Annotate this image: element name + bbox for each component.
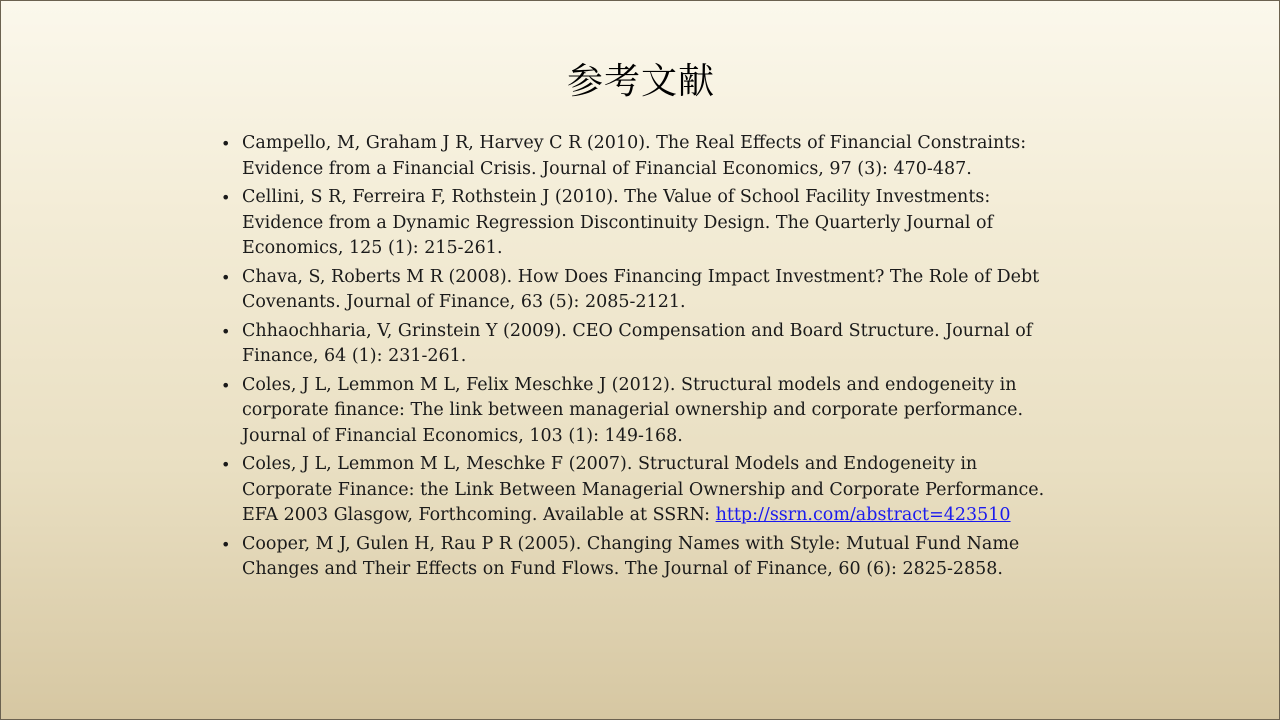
reference-item [221,185,1051,262]
bullet-icon: • [221,534,231,554]
reference-item [221,532,1051,583]
reference-item [221,373,1051,450]
bullet-icon: • [221,188,231,207]
bullet-icon: • [221,134,231,153]
reference-text: Campello, M, Graham J R, Harvey C R (2010). The Real Effects of Financial Constraints: Evidence from a Financial Crisis. Journal of Financial Economics, 97 (3): 470-487. [242,133,1027,179]
reference-text: Coles, J L, Lemmon M L, Felix Meschke J (2012). Structural models and endogeneity in corporate finance: The link between managerial ownership and corporate performance. Journal of Financial Economics, 103 (1): 149-168. [242,374,1024,446]
bullet-icon: • [221,321,231,341]
reference-item [221,131,1051,182]
reference-list [221,131,1051,586]
bullet-icon: • [221,455,231,474]
page-title: 参考文献 [566,61,715,102]
reference-item [221,452,1051,529]
reference-text: Coles, J L, Lemmon M L, Meschke F (2007). Structural Models and Endogeneity in Corporate Finance: the Link Between Managerial Ownership and Corporate Performance. EFA 2003 Glasgow, Forthcoming. Available at SSRN: [242,454,1045,525]
reference-item [221,319,1051,370]
reference-text: Cooper, M J, Gulen H, Rau P R (2005). Changing Names with Style: Mutual Fund Name Changes and Their Effects on Fund Flows. The Journal of Finance, 60 (6): 2825-2858. [242,533,1020,579]
bullet-icon: • [221,375,231,395]
reference-text: Cellini, S R, Ferreira F, Rothstein J (2010). The Value of School Facility Investments: Evidence from a Dynamic Regression Discontinuity Design. The Quarterly Journal of Economics, 125 (1): 215-261. [242,187,994,258]
bullet-icon: • [221,267,231,287]
reference-text: Chava, S, Roberts M R (2008). How Does Financing Impact Investment? The Role of Debt Covenants. Journal of Finance, 63 (5): 2085-2121. [242,266,1040,312]
ssrn-link[interactable]: http://ssrn.com/abstract=423510 [715,505,1011,525]
reference-text: Chhaochharia, V, Grinstein Y (2009). CEO Compensation and Board Structure. Journal of Finance, 64 (1): 231-261. [242,320,1033,366]
reference-item [221,265,1051,316]
